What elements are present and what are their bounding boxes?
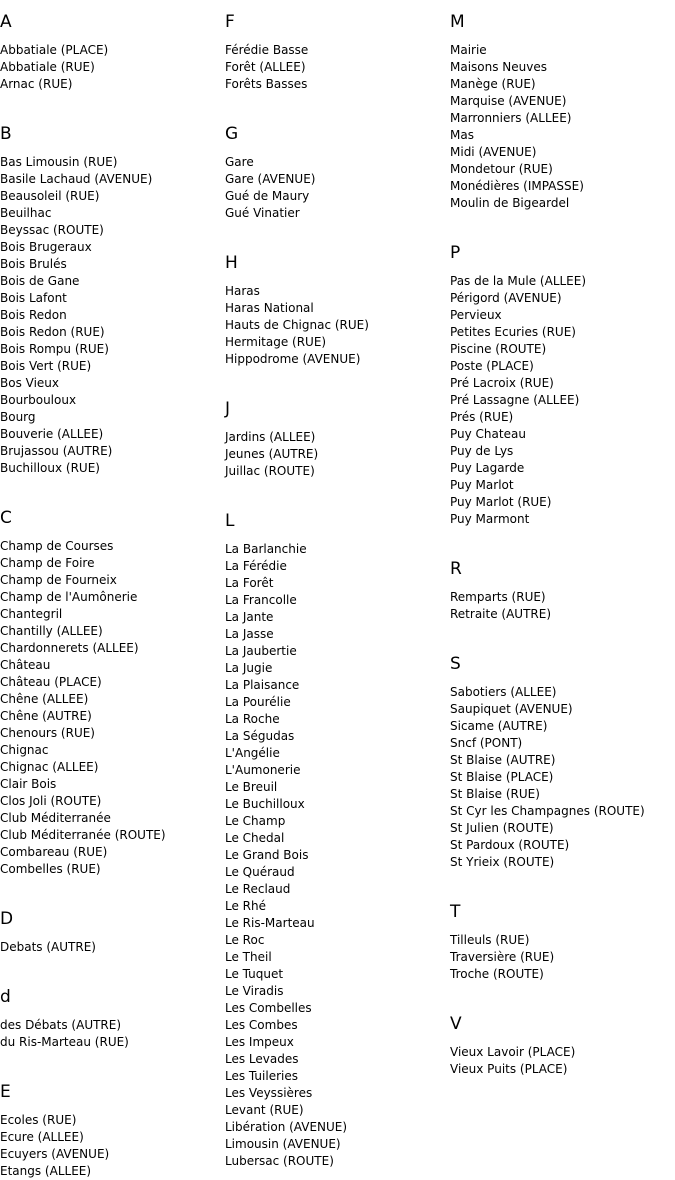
street-name: Les Tuileries — [225, 1069, 298, 1083]
street-name: St Pardoux (ROUTE) — [450, 838, 570, 852]
street-name: Ecuyers (AVENUE) — [0, 1147, 110, 1161]
street-name: Le Grand Bois — [225, 848, 309, 862]
street-name: Les Impeux — [225, 1035, 294, 1049]
street-name: Champ de Foire — [0, 556, 95, 570]
street-name: St Cyr les Champagnes (ROUTE) — [450, 804, 645, 818]
street-name: Ecoles (RUE) — [0, 1113, 77, 1127]
letter-group — [450, 528, 675, 623]
street-name: Bouverie (ALLEE) — [0, 427, 104, 441]
street-name: Le Tuquet — [225, 967, 284, 981]
letter-group — [450, 623, 675, 871]
street-name: Debats (AUTRE) — [0, 940, 96, 954]
letter-heading: T — [450, 902, 461, 922]
street-name: Le Buchilloux — [225, 797, 305, 811]
street-name: Bourg — [0, 410, 36, 424]
street-list — [450, 932, 675, 983]
street-name: Mas — [450, 128, 474, 142]
street-name: Le Champ — [225, 814, 286, 828]
street-list — [225, 283, 450, 368]
street-name: Piscine (ROUTE) — [450, 342, 547, 356]
street-name: Le Reclaud — [225, 882, 291, 896]
street-name: Gare — [225, 155, 254, 169]
letter-group — [450, 983, 675, 1078]
street-name: La Jaubertie — [225, 644, 297, 658]
street-name: Beausoleil (RUE) — [0, 189, 100, 203]
letter-group — [450, 12, 675, 212]
street-name: Champ de l'Aumônerie — [0, 590, 138, 604]
street-name: Bois de Gane — [0, 274, 80, 288]
letter-group — [225, 480, 450, 1170]
group-spacer — [450, 212, 675, 231]
street-name: Bourbouloux — [0, 393, 77, 407]
letter-group — [0, 477, 225, 878]
street-name: Château — [0, 658, 51, 672]
street-name: Chêne (ALLEE) — [0, 692, 89, 706]
street-name: Club Méditerranée — [0, 811, 111, 825]
street-name: St Yrieix (ROUTE) — [450, 855, 555, 869]
street-name: La Jante — [225, 610, 274, 624]
street-name: Férédie Basse — [225, 43, 309, 57]
street-list — [0, 42, 225, 93]
street-name: Beuilhac — [0, 206, 52, 220]
street-name: Vieux Puits (PLACE) — [450, 1062, 568, 1076]
letter-heading: P — [450, 243, 461, 263]
street-name: Champ de Courses — [0, 539, 114, 553]
street-name: La Jasse — [225, 627, 274, 641]
street-name: Abbatiale (RUE) — [0, 60, 95, 74]
street-name: Club Méditerranée (ROUTE) — [0, 828, 166, 842]
street-list — [0, 538, 225, 878]
street-name: Jeunes (AUTRE) — [225, 447, 319, 461]
street-list — [0, 939, 225, 956]
street-name: La Francolle — [225, 593, 297, 607]
street-name: Château (PLACE) — [0, 675, 102, 689]
street-name: Le Ris-Marteau — [225, 916, 315, 930]
street-name: Marquise (AVENUE) — [450, 94, 567, 108]
street-name: Mairie — [450, 43, 487, 57]
street-name: Lubersac (ROUTE) — [225, 1154, 334, 1168]
letter-group — [450, 212, 675, 528]
street-name: Juillac (ROUTE) — [225, 464, 315, 478]
letter-heading: F — [225, 12, 235, 32]
street-name: Jardins (ALLEE) — [225, 430, 316, 444]
street-name: Bas Limousin (RUE) — [0, 155, 118, 169]
street-name: St Julien (ROUTE) — [450, 821, 554, 835]
street-name: Remparts (RUE) — [450, 590, 546, 604]
street-name: L'Aumonerie — [225, 763, 301, 777]
letter-heading: B — [0, 124, 12, 144]
street-name: Chantegril — [0, 607, 63, 621]
street-name: La Roche — [225, 712, 280, 726]
street-name: Brujassou (AUTRE) — [0, 444, 113, 458]
street-name: Forêts Basses — [225, 77, 308, 91]
street-name: Limousin (AVENUE) — [225, 1137, 341, 1151]
street-name: Mondetour (RUE) — [450, 162, 553, 176]
letter-group — [0, 1051, 225, 1180]
street-name: Clos Joli (ROUTE) — [0, 794, 102, 808]
street-name: Puy Chateau — [450, 427, 526, 441]
letter-heading: M — [450, 12, 465, 32]
street-name: Les Combes — [225, 1018, 298, 1032]
letter-heading: d — [0, 987, 11, 1007]
letter-heading: C — [0, 508, 12, 528]
street-name: Haras National — [225, 301, 314, 315]
street-name: Puy Marlot (RUE) — [450, 495, 552, 509]
street-name: La Jugie — [225, 661, 273, 675]
letter-group — [225, 368, 450, 480]
street-name: Traversière (RUE) — [450, 950, 555, 964]
street-list — [450, 589, 675, 623]
street-name: Pervieux — [450, 308, 502, 322]
street-name: Clair Bois — [0, 777, 57, 791]
street-name: Arnac (RUE) — [0, 77, 73, 91]
group-spacer — [225, 480, 450, 499]
street-name: St Blaise (AUTRE) — [450, 753, 556, 767]
street-name: Hauts de Chignac (RUE) — [225, 318, 369, 332]
street-name: Maisons Neuves — [450, 60, 548, 74]
street-name: Combelles (RUE) — [0, 862, 101, 876]
street-name: Libération (AVENUE) — [225, 1120, 348, 1134]
street-name: Champ de Fourneix — [0, 573, 117, 587]
street-name: La Férédie — [225, 559, 287, 573]
group-spacer — [450, 983, 675, 1002]
group-spacer — [450, 871, 675, 890]
street-name: Combareau (RUE) — [0, 845, 108, 859]
group-spacer — [450, 623, 675, 642]
letter-heading: H — [225, 253, 238, 273]
street-name: Périgord (AVENUE) — [450, 291, 562, 305]
street-list — [0, 1017, 225, 1051]
street-name: Beyssac (ROUTE) — [0, 223, 104, 237]
street-list — [450, 1044, 675, 1078]
letter-heading: V — [450, 1014, 462, 1034]
street-name: Chignac — [0, 743, 49, 757]
street-list — [0, 154, 225, 477]
letter-group — [0, 956, 225, 1051]
group-spacer — [0, 878, 225, 897]
street-name: Le Chedal — [225, 831, 285, 845]
street-name: Les Combelles — [225, 1001, 312, 1015]
letter-heading: E — [0, 1082, 11, 1102]
letter-heading: S — [450, 654, 461, 674]
letter-group — [0, 12, 225, 93]
street-name: Saupiquet (AVENUE) — [450, 702, 573, 716]
street-name: Les Levades — [225, 1052, 299, 1066]
street-name: Hermitage (RUE) — [225, 335, 327, 349]
street-name: Pré Lacroix (RUE) — [450, 376, 554, 390]
letter-group — [225, 12, 450, 93]
street-name: Bois Rompu (RUE) — [0, 342, 109, 356]
street-name: Hippodrome (AVENUE) — [225, 352, 361, 366]
group-spacer — [0, 93, 225, 112]
street-name: Le Roc — [225, 933, 265, 947]
street-name: Bois Brulés — [0, 257, 67, 271]
street-index-column-3 — [450, 0, 675, 1078]
street-name: Bois Lafont — [0, 291, 67, 305]
street-name: La Barlanchie — [225, 542, 307, 556]
street-name: Le Viradis — [225, 984, 284, 998]
street-name: Pas de la Mule (ALLEE) — [450, 274, 587, 288]
letter-group — [225, 93, 450, 222]
street-name: Le Quéraud — [225, 865, 295, 879]
letter-group — [0, 93, 225, 477]
street-name: Chardonnerets (ALLEE) — [0, 641, 139, 655]
letter-heading: J — [225, 399, 231, 419]
street-name: Chignac (ALLEE) — [0, 760, 99, 774]
street-name: Vieux Lavoir (PLACE) — [450, 1045, 576, 1059]
street-name: Chenours (RUE) — [0, 726, 95, 740]
letter-heading: R — [450, 559, 462, 579]
group-spacer — [0, 477, 225, 496]
street-name: Haras — [225, 284, 260, 298]
street-name: St Blaise (RUE) — [450, 787, 540, 801]
letter-heading: D — [0, 909, 14, 929]
street-name: Midi (AVENUE) — [450, 145, 537, 159]
street-name: Chantilly (ALLEE) — [0, 624, 103, 638]
street-name: Abbatiale (PLACE) — [0, 43, 109, 57]
street-name: Puy de Lys — [450, 444, 514, 458]
letter-group — [225, 222, 450, 368]
street-name: La Ségudas — [225, 729, 295, 743]
group-spacer — [450, 528, 675, 547]
street-list — [225, 154, 450, 222]
street-name: Etangs (ALLEE) — [0, 1164, 92, 1178]
street-list — [225, 429, 450, 480]
street-name: Le Rhé — [225, 899, 266, 913]
street-name: Bois Redon — [0, 308, 67, 322]
street-name: La Forêt — [225, 576, 274, 590]
street-name: Moulin de Bigeardel — [450, 196, 570, 210]
street-name: La Pourélie — [225, 695, 291, 709]
street-name: Basile Lachaud (AVENUE) — [0, 172, 153, 186]
street-name: Puy Marlot — [450, 478, 514, 492]
street-name: Bois Brugeraux — [0, 240, 92, 254]
street-name: Puy Lagarde — [450, 461, 525, 475]
street-name: Poste (PLACE) — [450, 359, 534, 373]
letter-heading: A — [0, 12, 12, 32]
street-name: Monédières (IMPASSE) — [450, 179, 584, 193]
street-name: Levant (RUE) — [225, 1103, 304, 1117]
street-name: Les Veyssières — [225, 1086, 313, 1100]
street-index-column-2 — [225, 0, 450, 1170]
street-name: Forêt (ALLEE) — [225, 60, 306, 74]
street-name: Troche (ROUTE) — [450, 967, 544, 981]
street-name: Gué de Maury — [225, 189, 310, 203]
street-list — [450, 684, 675, 871]
street-name: Bos Vieux — [0, 376, 60, 390]
street-index-column-1 — [0, 0, 225, 1180]
street-name: La Plaisance — [225, 678, 300, 692]
street-list — [450, 42, 675, 212]
street-name: Le Breuil — [225, 780, 278, 794]
street-name: Sncf (PONT) — [450, 736, 523, 750]
group-spacer — [225, 222, 450, 241]
street-name: Buchilloux (RUE) — [0, 461, 100, 475]
group-spacer — [225, 368, 450, 387]
street-name: Gare (AVENUE) — [225, 172, 316, 186]
group-spacer — [225, 93, 450, 112]
group-spacer — [0, 1051, 225, 1070]
street-name: L'Angélie — [225, 746, 280, 760]
street-name: du Ris-Marteau (RUE) — [0, 1035, 129, 1049]
street-name: des Débats (AUTRE) — [0, 1018, 122, 1032]
street-name: Marronniers (ALLEE) — [450, 111, 572, 125]
street-name: Tilleuls (RUE) — [450, 933, 530, 947]
street-name: Chêne (AUTRE) — [0, 709, 92, 723]
street-list — [225, 541, 450, 1170]
street-name: Retraite (AUTRE) — [450, 607, 552, 621]
letter-heading: G — [225, 124, 239, 144]
street-name: Puy Marmont — [450, 512, 530, 526]
street-name: Sabotiers (ALLEE) — [450, 685, 557, 699]
street-list — [225, 42, 450, 93]
letter-group — [450, 871, 675, 983]
street-name: Pré Lassagne (ALLEE) — [450, 393, 580, 407]
street-name: Petites Ecuries (RUE) — [450, 325, 576, 339]
street-name: Prés (RUE) — [450, 410, 514, 424]
street-name: Bois Redon (RUE) — [0, 325, 105, 339]
group-spacer — [0, 956, 225, 975]
letter-heading: L — [225, 511, 235, 531]
street-name: St Blaise (PLACE) — [450, 770, 554, 784]
street-name: Sicame (AUTRE) — [450, 719, 548, 733]
street-list — [450, 273, 675, 528]
letter-group — [0, 878, 225, 956]
street-name: Bois Vert (RUE) — [0, 359, 92, 373]
street-name: Manège (RUE) — [450, 77, 536, 91]
street-name: Gué Vinatier — [225, 206, 300, 220]
street-name: Ecure (ALLEE) — [0, 1130, 84, 1144]
street-name: Le Theil — [225, 950, 272, 964]
